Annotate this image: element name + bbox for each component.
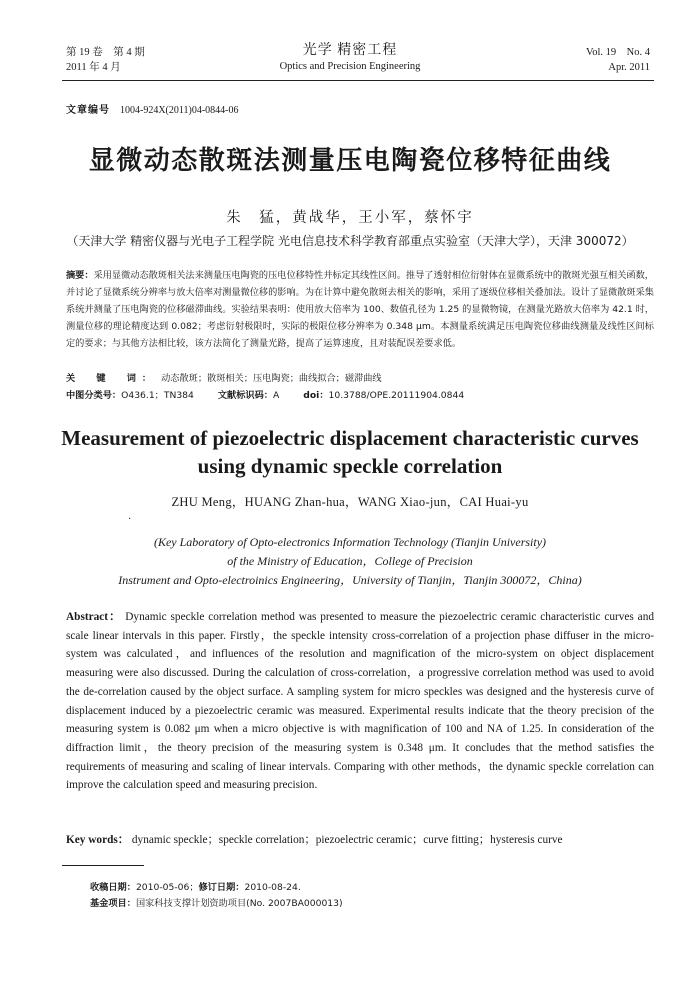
- affiliation-en-line1: (Key Laboratory of Opto-electronics Information Technology (Tianjin University): [153, 535, 547, 549]
- keywords-en-text: dynamic speckle；speckle correlation；piezoelectric ceramic；curve fitting；hysteresis curve: [131, 834, 563, 846]
- abstract-cn-text: 采用显微动态散斑相关法来测量压电陶瓷的压电位移特性并标定其线性区间。推导了透射相位衍射体在显微系统中的散斑光强互相关函数，并讨论了显微系统分辨率与放大倍率对测量微位移的影响。为在计算中避免散斑去相关的影响，采用了逐级位移相关叠加法。设计了显微散斑采集系统并测量了压电陶瓷的位移磁滞曲线。实验结果表明：使用放大倍率为 100、数值孔径为 1.25 的显微物镜，在测量光路放大倍率为 42.1 时，测量位移的理论精度达到 0.082；考虑衍射极限时，实际的极限位移分辨率为 0.348 μm。本测量系统满足压电陶瓷位移曲线测量及线性区间标定的要求；与其他方法相比较，该方法简化了测量光路，提高了运算速度，且对装配误差要求低。: [66, 270, 654, 349]
- fund-text: 国家科技支撑计划资助项目(No. 2007BA000013): [135, 898, 343, 909]
- keywords-cn-label: 关 键 词：: [66, 373, 158, 384]
- abstract-cn: [66, 267, 654, 352]
- article-number-label: 文章编号: [66, 105, 110, 116]
- doi-label: doi：: [303, 390, 329, 401]
- affiliation-en-line2: of the Ministry of Education，College of Precision: [227, 554, 473, 568]
- footnote-rule: [62, 865, 144, 866]
- keywords-cn: [66, 370, 382, 384]
- authors-en: ZHU Meng，HUANG Zhan-hua，WANG Xiao-jun，CAI Huai-yu: [171, 495, 529, 509]
- affiliation-en-line3: Instrument and Opto-electroinics Engineering，University of Tianjin，Tianjin 300072，China): [118, 573, 582, 587]
- affiliation-cn: （天津大学 精密仪器与光电子工程学院 光电信息技术科学教育部重点实验室（天津大学），天津 300072）: [66, 234, 634, 248]
- doc-code-value: A: [273, 390, 280, 401]
- volume-issue-en: Vol. 19 No. 4: [586, 47, 650, 58]
- footnote-fund: [90, 895, 343, 909]
- keywords-en: [66, 831, 666, 847]
- keywords-en-label: Key words：: [66, 834, 130, 846]
- authors-cn: 朱 猛，黄战华，王小军，蔡怀宇: [226, 210, 474, 226]
- doi-value: 10.3788/OPE.20111904.0844: [328, 390, 465, 401]
- revised-label: 修订日期：: [198, 882, 245, 893]
- stray-dot-mark: ·: [128, 514, 132, 525]
- clc-label: 中图分类号：: [66, 390, 122, 401]
- volume-issue-cn: 第 19 卷 第 4 期: [66, 47, 145, 58]
- abstract-en-label: Abstract：: [66, 611, 122, 623]
- article-number-value: 1004-924X(2011)04-0844-06: [120, 105, 239, 116]
- classification-cn: [66, 387, 464, 401]
- title-en: [0, 424, 700, 480]
- date-cn: 2011 年 4 月: [66, 62, 121, 73]
- header-rule: [62, 80, 654, 81]
- journal-name-cn: 光学 精密工程: [302, 43, 398, 58]
- received-date: 2010-05-06；: [135, 882, 199, 893]
- received-label: 收稿日期：: [90, 882, 136, 893]
- clc-value: O436.1；TN384: [121, 390, 194, 401]
- abstract-en: [66, 608, 654, 795]
- revised-date: 2010-08-24.: [244, 882, 301, 893]
- date-en: Apr. 2011: [608, 62, 650, 73]
- keywords-cn-text: 动态散斑；散斑相关；压电陶瓷；曲线拟合；磁滞曲线: [161, 373, 382, 384]
- footnote-dates: [90, 879, 301, 893]
- journal-name-en: Optics and Precision Engineering: [279, 61, 421, 72]
- fund-label: 基金项目：: [90, 898, 136, 909]
- abstract-cn-label: 摘要：: [66, 270, 94, 281]
- title-en-line2: using dynamic speckle correlation: [197, 454, 503, 478]
- abstract-en-text: Dynamic speckle correlation method was presented to measure the piezoelectric ceramic characteristic curves and scale linear intervals in this paper. Firstly，the speckle intensity cross-correlation of a projection phase diffuser in the micro-system was calculated，and influences of the resolution and magnification of the micro-system on object displacement measuring were also discussed. During the calculation of cross-correlation，a progressive correlation method was used to avoid the de-correlation caused by the object surface. A sampling system for micro speckles was designed and the hysteresis curve of displacement induced by a piezoelectric ceramic was measured. Experimental results indicate that the theory precision of the measuring system is 0.082 μm when a micro objective is with magnification of 100 and NA of 1.25. In consideration of the diffraction limit，the theory precision of the measuring system is 0.348 μm. It concludes that the method satisfies the requirements of measuring and scaling of linear intervals. Comparing with other methods，the dynamic speckle correlation can improve the calculation speed and measuring precision.: [66, 611, 654, 792]
- header-right: [586, 45, 650, 75]
- doc-code-label: 文献标识码：: [217, 390, 273, 401]
- title-cn: 显微动态散斑法测量压电陶瓷位移特征曲线: [88, 146, 612, 176]
- article-number: [66, 101, 239, 116]
- title-en-line1: Measurement of piezoelectric displacement characteristic curves: [61, 426, 639, 450]
- affiliation-en: [0, 533, 700, 590]
